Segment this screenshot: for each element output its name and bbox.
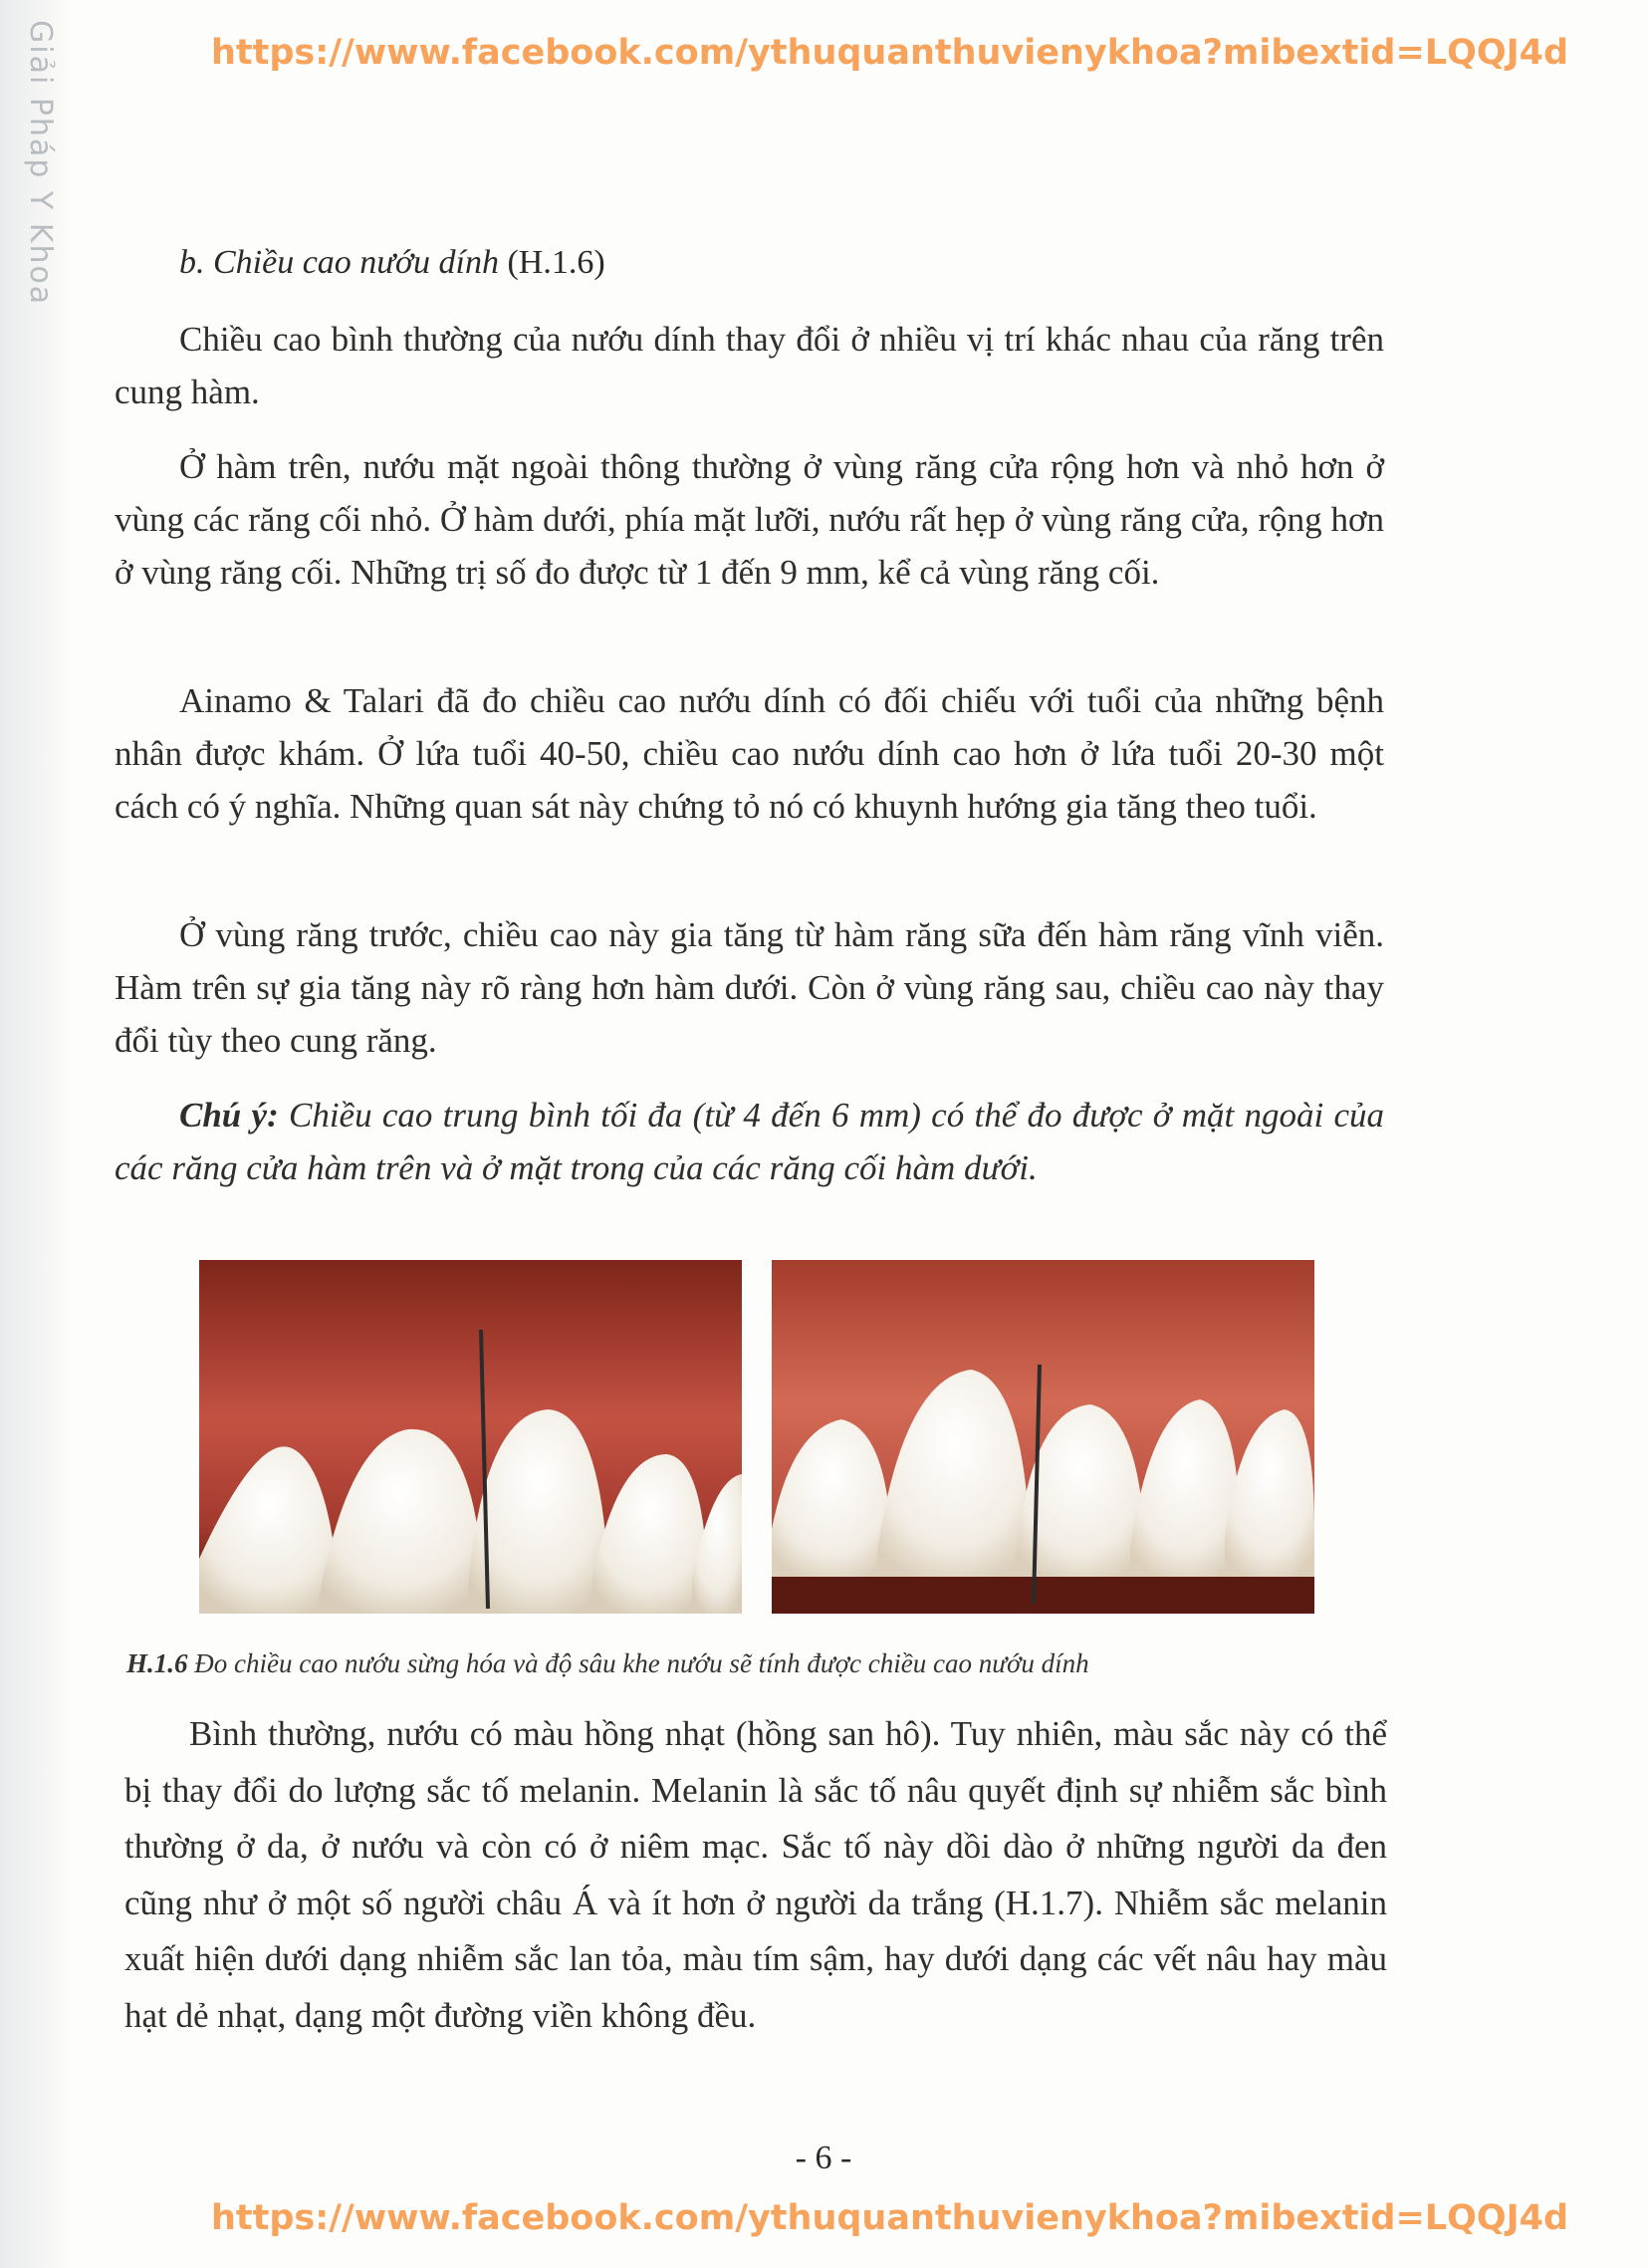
footer-link[interactable]: https://www.facebook.com/ythuquanthuvienykhoa?mibextid=LQQJ4d bbox=[211, 2198, 1569, 2238]
paragraph-2: Ở hàm trên, nướu mặt ngoài thông thường ở vùng răng cửa rộng hơn và nhỏ hơn ở vùng các răng cối nhỏ. Ở hàm dưới, phía mặt lưỡi, nướu rất hẹp ở vùng răng cửa, rộng hơn ở vùng răng cối. Những trị số đo được từ 1 đến 9 mm, kể cả vùng răng cối. bbox=[115, 447, 1384, 592]
section-heading bbox=[179, 239, 605, 287]
side-watermark: Giải Pháp Y Khoa bbox=[23, 20, 58, 307]
note-paragraph bbox=[115, 1089, 1384, 1194]
figure-photo-right bbox=[772, 1260, 1314, 1614]
paragraph-1: Chiều cao bình thường của nướu dính thay đổi ở nhiều vị trí khác nhau của răng trên cung hàm. bbox=[115, 320, 1384, 411]
paragraph-6: Bình thường, nướu có màu hồng nhạt (hồng san hô). Tuy nhiên, màu sắc này có thể bị thay đổi do lượng sắc tố melanin. Melanin là sắc tố nâu quyết định sự nhiễm sắc bình thường ở da, ở nướu và còn có ở niêm mạc. Sắc tố này dồi dào ở những người da đen cũng như ở một số người châu Á và ít hơn ở người da trắng (H.1.7). Nhiễm sắc melanin xuất hiện dưới dạng nhiễm sắc lan tỏa, màu tím sậm, hay dưới dạng các vết nâu hay màu hạt dẻ nhạt, dạng một đường viền không đều. bbox=[124, 1714, 1387, 2035]
figure-caption bbox=[126, 1643, 1371, 1683]
note-text: Chiều cao trung bình tối đa (từ 4 đến 6 mm) có thể đo được ở mặt ngoài của các răng cửa hàm trên và ở mặt trong của các răng cối hàm dưới. bbox=[115, 1096, 1385, 1187]
note-label: Chú ý: bbox=[179, 1096, 279, 1134]
paragraph-3: Ainamo & Talari đã đo chiều cao nướu dính có đối chiếu với tuổi của những bệnh nhân được khám. Ở lứa tuổi 40-50, chiều cao nướu dính cao hơn ở lứa tuổi 20-30 một cách có ý nghĩa. Những quan sát này chứng tỏ nó có khuynh hướng gia tăng theo tuổi. bbox=[115, 681, 1384, 826]
paragraph-4: Ở vùng răng trước, chiều cao này gia tăng từ hàm răng sữa đến hàm răng vĩnh viễn. Hàm trên sự gia tăng này rõ ràng hơn hàm dưới. Còn ở vùng răng sau, chiều cao này thay đổi tùy theo cung răng. bbox=[115, 915, 1384, 1060]
gum-probe-photo-right bbox=[772, 1260, 1314, 1614]
figure-h16 bbox=[199, 1260, 1314, 1614]
figure-caption-text: Đo chiều cao nướu sừng hóa và độ sâu khe nướu sẽ tính được chiều cao nướu dính bbox=[187, 1648, 1089, 1678]
page-number: - 6 - bbox=[795, 2140, 852, 2176]
figure-label: H.1.6 bbox=[126, 1648, 188, 1678]
left-margin-stripe bbox=[0, 0, 70, 2268]
section-heading-title: b. Chiều cao nướu dính bbox=[179, 244, 499, 281]
section-heading-ref: (H.1.6) bbox=[498, 244, 605, 281]
gum-probe-photo-left bbox=[199, 1260, 742, 1614]
header-link[interactable]: https://www.facebook.com/ythuquanthuvienykhoa?mibextid=LQQJ4d bbox=[211, 33, 1569, 73]
figure-photo-left bbox=[199, 1260, 742, 1614]
